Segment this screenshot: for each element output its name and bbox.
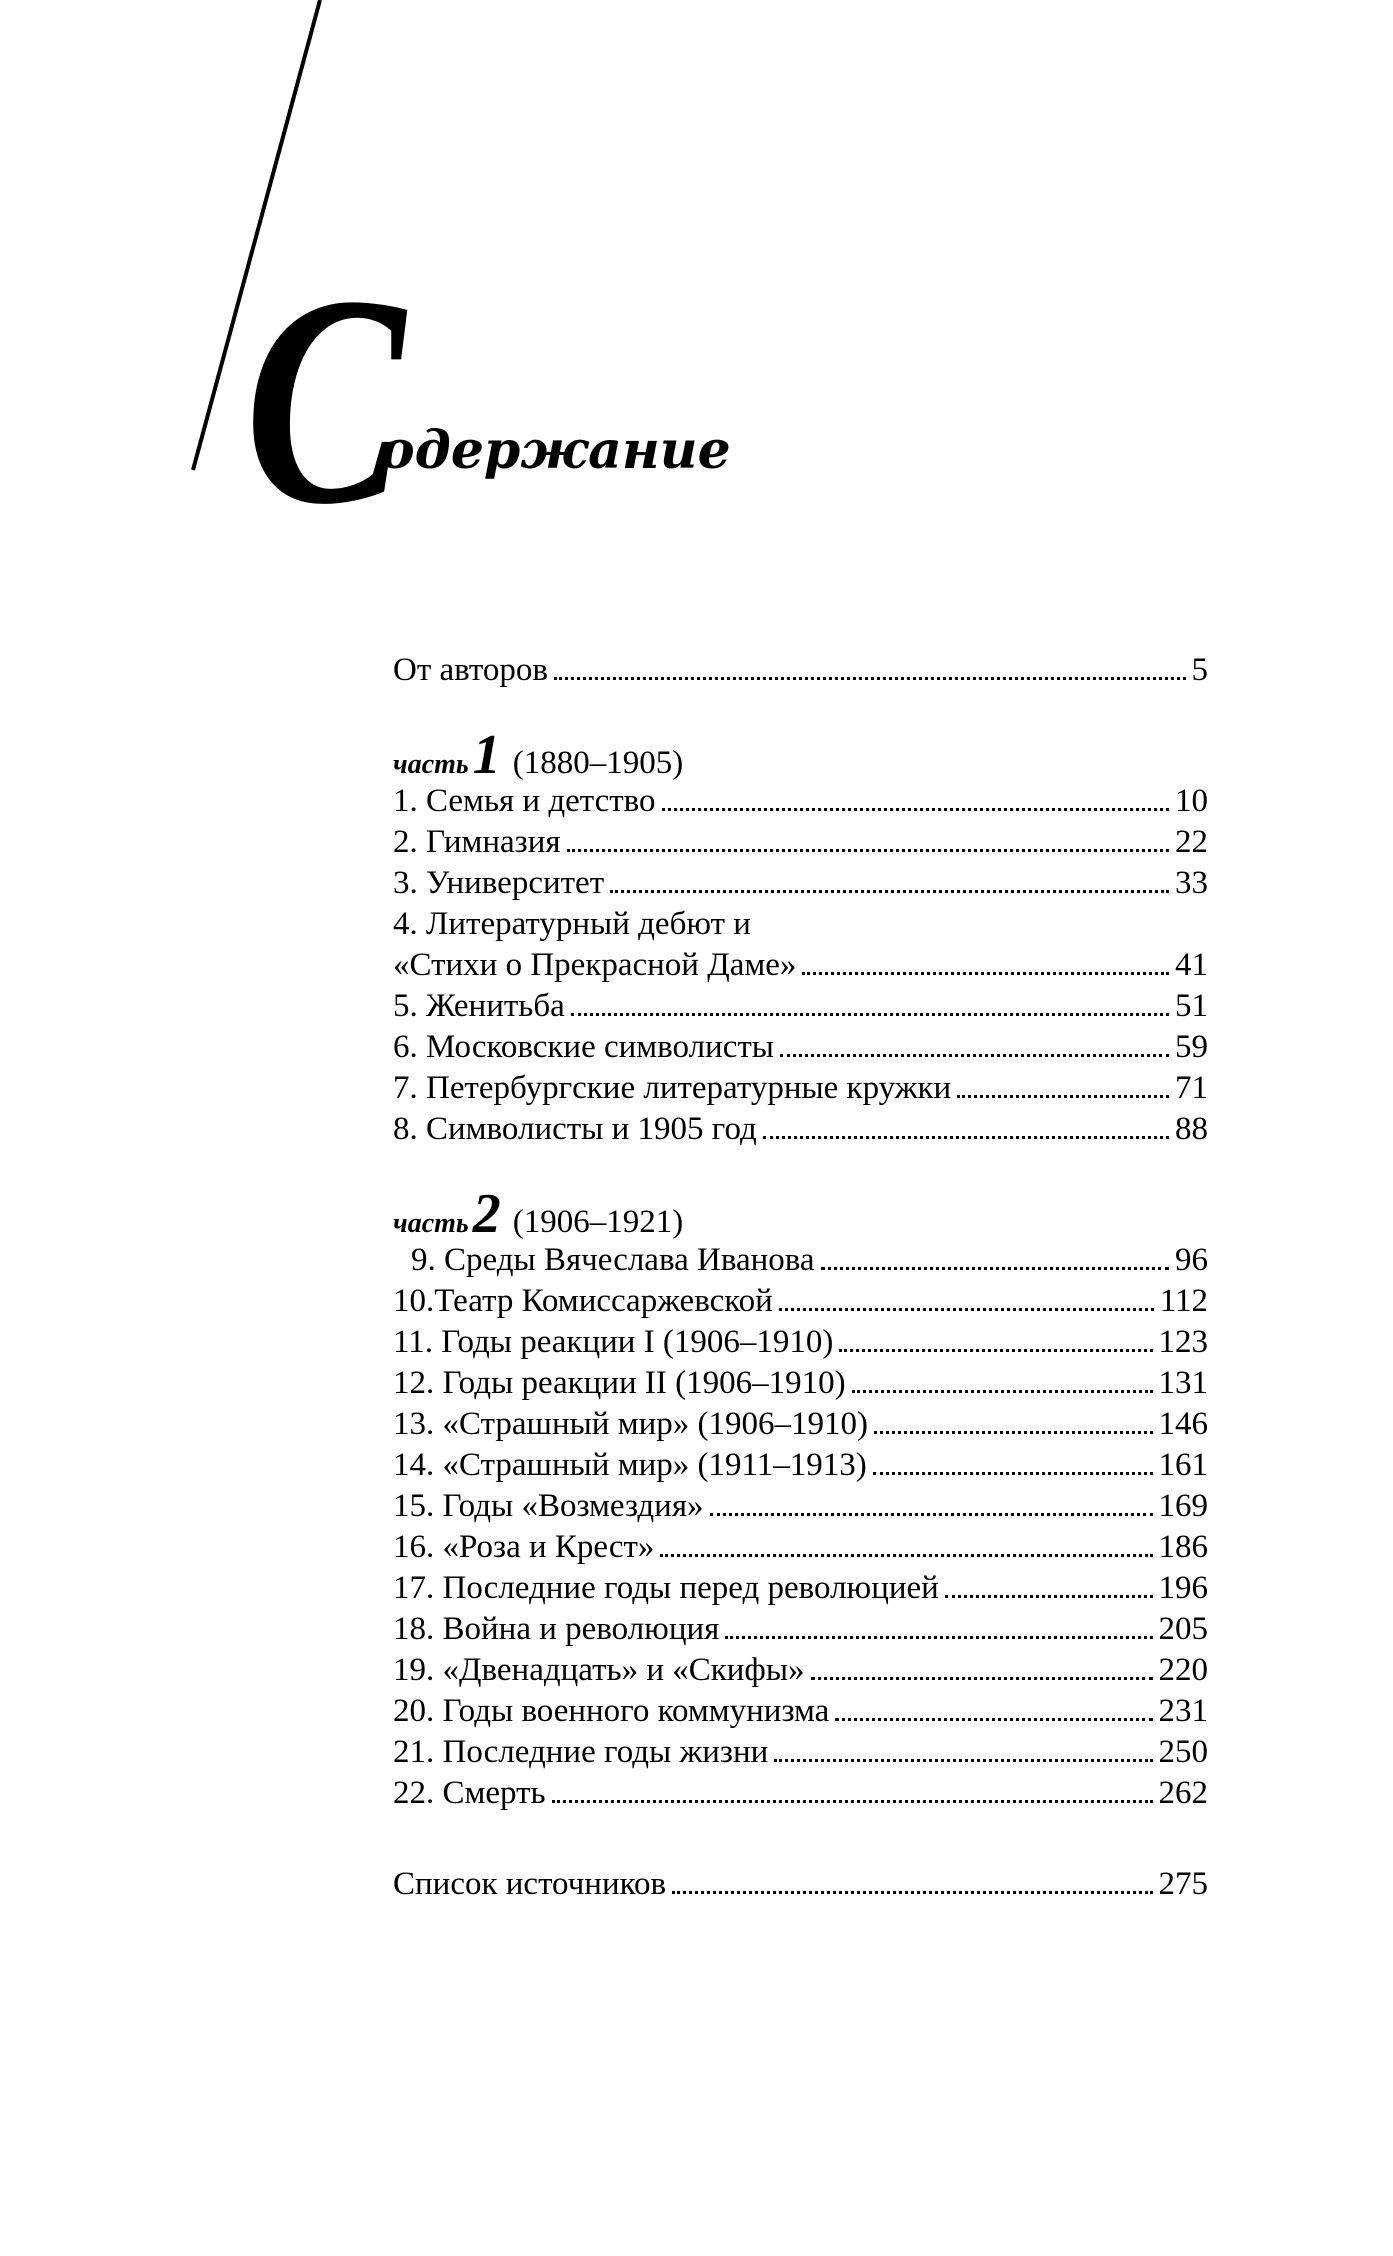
- part-2-list: [393, 1240, 1208, 1814]
- entry-page: 59: [1175, 1029, 1208, 1065]
- dot-leader: [774, 1759, 1152, 1762]
- entry-label: 18. Война и революция: [393, 1611, 720, 1647]
- entry-page: 161: [1158, 1447, 1208, 1483]
- entry-label: 5. Женитьба: [393, 988, 565, 1024]
- toc-entry[interactable]: [393, 1773, 1208, 1814]
- dot-leader: [811, 1677, 1153, 1680]
- toc-entry[interactable]: [393, 1732, 1208, 1773]
- entry-page: 112: [1159, 1283, 1208, 1319]
- entry-page: 123: [1158, 1324, 1208, 1360]
- entry-label: 13. «Страшный мир» (1906–1910): [393, 1406, 868, 1442]
- dot-leader: [835, 1718, 1152, 1721]
- decorative-slash-line: [185, 0, 193, 490]
- toc-entry-intro[interactable]: [393, 650, 1208, 691]
- table-of-contents: [393, 650, 1208, 1905]
- dot-leader: [610, 890, 1169, 893]
- toc-entry[interactable]: [393, 863, 1208, 904]
- toc-entry[interactable]: [393, 1568, 1208, 1609]
- toc-entry[interactable]: [393, 1322, 1208, 1363]
- entry-label: 1. Семья и детство: [393, 783, 656, 819]
- dot-leader: [852, 1390, 1153, 1393]
- part-word: часть: [393, 1208, 469, 1239]
- part-years: (1880–1905): [512, 745, 684, 781]
- part-2-heading: [393, 1183, 1208, 1245]
- dot-leader: [552, 1800, 1153, 1803]
- entry-page: 71: [1175, 1070, 1208, 1106]
- entry-label: 6. Московские символисты: [393, 1029, 774, 1065]
- entry-page: 231: [1158, 1693, 1208, 1729]
- dot-leader: [567, 849, 1169, 852]
- toc-entry[interactable]: [393, 1404, 1208, 1445]
- entry-page: 169: [1158, 1488, 1208, 1524]
- entry-label: 7. Петербургские литературные кружки: [393, 1070, 952, 1106]
- dot-leader: [662, 808, 1169, 811]
- dot-leader: [945, 1595, 1153, 1598]
- entry-page: 196: [1158, 1570, 1208, 1606]
- dot-leader: [725, 1636, 1152, 1639]
- toc-entry[interactable]: [393, 1281, 1208, 1322]
- entry-page: 96: [1175, 1242, 1208, 1278]
- toc-entry[interactable]: [393, 1527, 1208, 1568]
- toc-entry[interactable]: [393, 1445, 1208, 1486]
- dot-leader: [672, 1891, 1152, 1894]
- entry-page: 250: [1158, 1734, 1208, 1770]
- entry-label: 4. Литературный дебют и: [393, 906, 751, 942]
- entry-page: 51: [1175, 988, 1208, 1024]
- part-number: 1: [472, 724, 501, 786]
- entry-label: 19. «Двенадцать» и «Скифы»: [393, 1652, 805, 1688]
- entry-page: 205: [1158, 1611, 1208, 1647]
- dot-leader: [710, 1513, 1153, 1516]
- dot-leader: [839, 1349, 1152, 1352]
- entry-page: 41: [1175, 947, 1208, 983]
- toc-entry[interactable]: [393, 1109, 1208, 1150]
- title-rest: одержание: [380, 420, 731, 481]
- entry-page: 146: [1158, 1406, 1208, 1442]
- entry-label: От авторов: [393, 652, 548, 688]
- entry-label: 12. Годы реакции II (1906–1910): [393, 1365, 846, 1401]
- part-years: (1906–1921): [512, 1204, 684, 1240]
- dot-leader: [660, 1554, 1152, 1557]
- toc-entry[interactable]: [393, 986, 1208, 1027]
- part-1-heading: [393, 724, 1208, 786]
- entry-label: 3. Университет: [393, 865, 605, 901]
- toc-entry[interactable]: [393, 1027, 1208, 1068]
- entry-page: 22: [1175, 824, 1208, 860]
- dot-leader: [763, 1136, 1169, 1139]
- entry-label: 22. Смерть: [393, 1775, 546, 1811]
- entry-page: 186: [1158, 1529, 1208, 1565]
- part-number: 2: [472, 1183, 501, 1245]
- entry-page: 10: [1175, 783, 1208, 819]
- toc-entry[interactable]: [393, 1650, 1208, 1691]
- toc-entry[interactable]: [393, 904, 1208, 945]
- toc-entry-sources[interactable]: [393, 1864, 1208, 1905]
- entry-page: 131: [1158, 1365, 1208, 1401]
- entry-label: 10.Театр Комиссаржевской: [393, 1283, 773, 1319]
- part-word: часть: [393, 749, 469, 780]
- entry-label: Список источников: [393, 1866, 667, 1902]
- entry-page: 220: [1158, 1652, 1208, 1688]
- dot-leader: [802, 972, 1169, 975]
- dot-leader: [554, 677, 1186, 680]
- dot-leader: [957, 1095, 1169, 1098]
- dot-leader: [874, 1431, 1153, 1434]
- dot-leader: [873, 1472, 1153, 1475]
- entry-page: 88: [1175, 1111, 1208, 1147]
- toc-entry[interactable]: [393, 1609, 1208, 1650]
- entry-label: 8. Символисты и 1905 год: [393, 1111, 757, 1147]
- toc-entry[interactable]: [393, 1240, 1208, 1281]
- entry-page: 33: [1175, 865, 1208, 901]
- entry-label: 17. Последние годы перед революцией: [393, 1570, 939, 1606]
- entry-page: 5: [1191, 652, 1208, 688]
- toc-entry[interactable]: [393, 781, 1208, 822]
- entry-label: «Стихи о Прекрасной Даме»: [393, 947, 797, 983]
- toc-entry[interactable]: [393, 1486, 1208, 1527]
- dot-leader: [821, 1267, 1169, 1270]
- entry-label: 9. Среды Вячеслава Иванова: [411, 1242, 815, 1278]
- toc-entry[interactable]: [393, 1363, 1208, 1404]
- toc-entry[interactable]: [393, 822, 1208, 863]
- entry-label: 21. Последние годы жизни: [393, 1734, 769, 1770]
- entry-page: 275: [1158, 1866, 1208, 1902]
- entry-label: 15. Годы «Возмездия»: [393, 1488, 704, 1524]
- title-initial: С: [245, 234, 406, 566]
- entry-label: 16. «Роза и Крест»: [393, 1529, 655, 1565]
- toc-entry[interactable]: [393, 1691, 1208, 1732]
- entry-label: 11. Годы реакции I (1906–1910): [393, 1324, 834, 1360]
- dot-leader: [571, 1013, 1169, 1016]
- toc-entry[interactable]: [393, 1068, 1208, 1109]
- entry-page: 262: [1158, 1775, 1208, 1811]
- entry-label: 14. «Страшный мир» (1911–1913): [393, 1447, 867, 1483]
- dot-leader: [779, 1308, 1154, 1311]
- entry-label: 20. Годы военного коммунизма: [393, 1693, 830, 1729]
- dot-leader: [780, 1054, 1169, 1057]
- part-1-list: [393, 781, 1208, 1150]
- toc-entry[interactable]: [393, 945, 1208, 986]
- entry-label: 2. Гимназия: [393, 824, 561, 860]
